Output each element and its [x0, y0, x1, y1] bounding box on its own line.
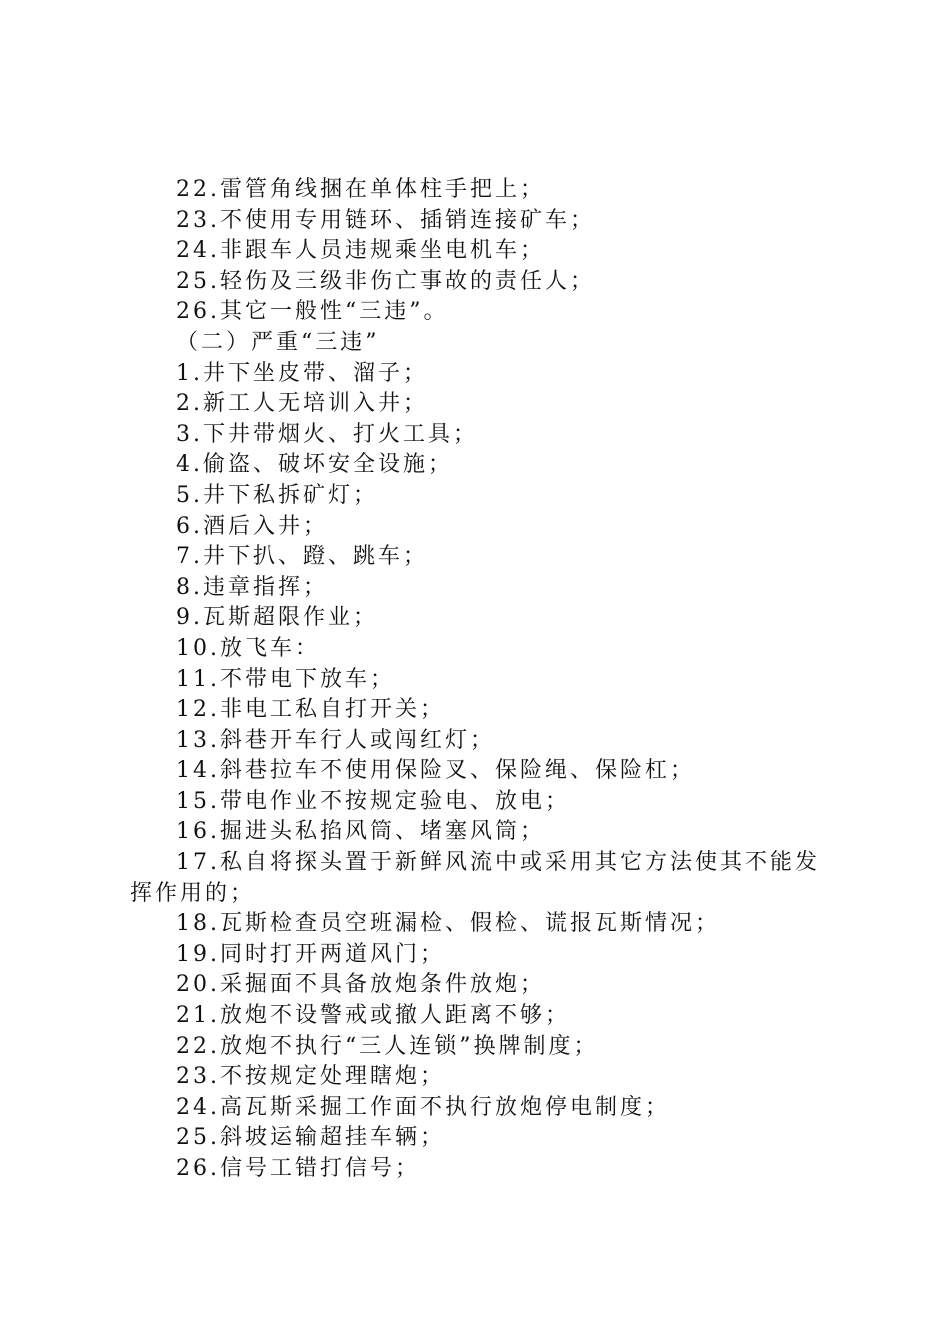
list-item: 14.斜巷拉车不使用保险叉、保险绳、保险杠；: [176, 758, 695, 784]
list-item: 15.带电作业不按规定验电、放电；: [176, 788, 570, 814]
list-item: 6.酒后入井；: [176, 513, 328, 539]
list-item: 10.放飞车：: [176, 635, 320, 661]
document-body: [130, 175, 830, 1185]
list-item: 21.放炮不设警戒或撤人距离不够；: [176, 1003, 570, 1029]
list-item: 20.采掘面不具备放炮条件放炮；: [176, 972, 545, 998]
list-item: 25.轻伤及三级非伤亡事故的责任人；: [176, 268, 595, 294]
list-item: 12.非电工私自打开关；: [176, 697, 445, 723]
list-item: 8.违章指挥；: [176, 574, 328, 600]
list-item: 11.不带电下放车；: [176, 666, 395, 692]
list-item: 22.雷管角线捆在单体柱手把上；: [176, 177, 545, 202]
list-item: 16.掘进头私掐风筒、堵塞风筒；: [176, 819, 545, 845]
list-item: 25.斜坡运输超挂车辆；: [176, 1125, 445, 1151]
list-item: 9.瓦斯超限作业；: [176, 605, 378, 631]
list-item: 2.新工人无培训入井；: [176, 391, 428, 417]
list-item: 18.瓦斯检查员空班漏检、假检、谎报瓦斯情况；: [176, 911, 720, 937]
list-item: 23.不按规定处理瞎炮；: [176, 1064, 445, 1090]
list-item: 5.井下私拆矿灯；: [176, 482, 378, 508]
list-item: 24.非跟车人员违规乘坐电机车；: [176, 238, 545, 264]
list-item: 19.同时打开两道风门；: [176, 941, 445, 967]
list-item: 3.下井带烟火、打火工具；: [176, 421, 478, 447]
list-item: 13.斜巷开车行人或闯红灯；: [176, 727, 495, 753]
list-item: 22.放炮不执行“三人连锁”换牌制度；: [176, 1033, 599, 1059]
list-item: 26.其它一般性“三违”。: [176, 299, 449, 325]
list-item: 1.井下坐皮带、溜子；: [176, 360, 428, 386]
section-heading: （二）严重“三违”: [176, 329, 380, 355]
list-item: 26.信号工错打信号；: [176, 1156, 420, 1181]
list-item: 23.不使用专用链环、插销连接矿车；: [176, 207, 595, 233]
list-item: 4.偷盗、破坏安全设施；: [176, 452, 453, 478]
list-item: 24.高瓦斯采掘工作面不执行放炮停电制度；: [176, 1094, 670, 1120]
list-item: 17.私自将探头置于新鲜风流中或采用其它方法使其不能发挥作用的；: [130, 850, 820, 906]
list-item: 7.井下扒、蹬、跳车；: [176, 544, 428, 570]
